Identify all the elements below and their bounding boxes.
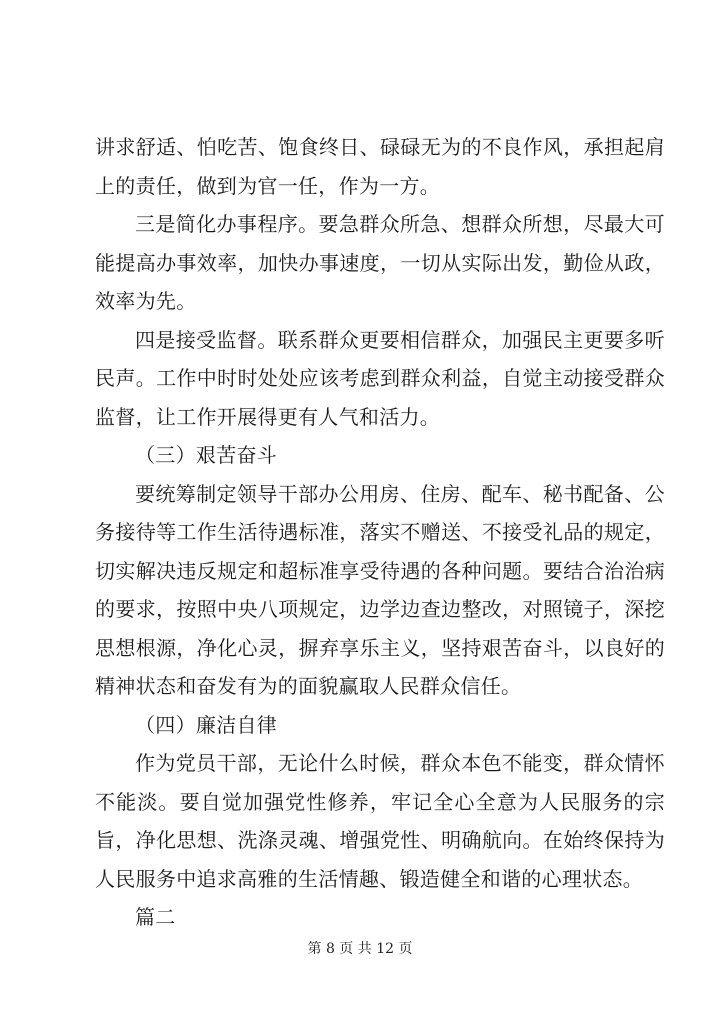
paragraph-integrity: 作为党员干部，无论什么时候，群众本色不能变，群众情怀不能淡。要自觉加强党性修养，牢记全心全意为人民服务的宗旨，净化思想、洗涤灵魂、增强党性、明确航向。在始终保持为人民服务中追求高雅的生活情趣、锻造健全和谐的心理状态。 — [95, 751, 665, 891]
paragraph-continuation: 讲求舒适、怕吃苦、饱食终日、碌碌无为的不良作风，承担起肩上的责任，做到为官一任，作为一方。 — [95, 135, 665, 198]
section-heading-part-two: 篇二 — [135, 905, 176, 929]
document-body — [95, 128, 665, 937]
paragraph-hard-work: 要统筹制定领导干部办公用房、住房、配车、秘书配备、公务接待等工作生活待遇标准，落实不赠送、不接受礼品的规定，切实解决违反规定和超标准享受待遇的各种问题。要结合治治病的要求，按照中央八项规定，边学边查边整改，对照镜子，深挖思想根源，净化心灵，摒弃享乐主义，坚持艰苦奋斗，以良好的精神状态和奋发有为的面貌赢取人民群众信任。 — [95, 481, 665, 698]
paragraph-simplify-procedures: 三是简化办事程序。要急群众所急、想群众所想，尽最大可能提高办事效率，加快办事速度，一切从实际出发，勤俭从政，效率为先。 — [95, 212, 665, 313]
section-heading-hard-work: （三）艰苦奋斗 — [135, 443, 278, 467]
paragraph-accept-supervision: 四是接受监督。联系群众更要相信群众，加强民主更要多听民声。工作中时时处处应该考虑到群众利益，自觉主动接受群众监督，让工作开展得更有人气和活力。 — [95, 327, 665, 429]
page-number-footer: 第 8 页 共 12 页 — [307, 941, 413, 957]
section-heading-integrity: （四）廉洁自律 — [135, 712, 278, 737]
